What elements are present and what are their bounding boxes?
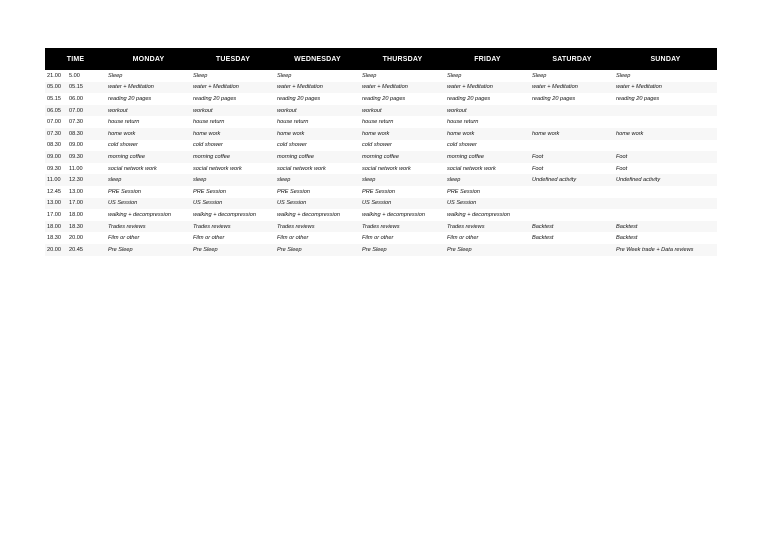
activity-cell-friday: walking + decompression [447, 211, 510, 218]
table-row [45, 128, 717, 140]
activity-cell-thursday: walking + decompression [362, 211, 425, 218]
activity-cell-monday: sleep [106, 174, 191, 186]
time-cell [45, 209, 106, 221]
activity-cell-monday: social network work [108, 165, 157, 172]
time-cell [45, 93, 106, 105]
time-end: 07.00 [69, 107, 83, 114]
time-end: 20.45 [69, 246, 83, 253]
activity-cell-friday: PRE Session [447, 188, 480, 195]
activity-cell-saturday: Foot [530, 151, 614, 163]
time-cell [45, 116, 106, 128]
activity-cell-friday: Sleep [447, 72, 462, 79]
time-end: 11.00 [69, 165, 83, 172]
activity-cell-sunday: Backtest [614, 221, 717, 233]
time-end: 18.30 [69, 223, 83, 230]
time-start: 12.45 [47, 188, 61, 195]
activity-cell-tuesday: Film or other [193, 235, 225, 242]
table-row [45, 244, 717, 256]
time-cell [45, 198, 106, 210]
activity-cell-tuesday: social network work [193, 165, 242, 172]
activity-cell-monday: Sleep [108, 72, 123, 79]
activity-cell-friday: home work [445, 128, 530, 140]
time-start: 07.00 [47, 119, 61, 126]
time-end: 18.00 [69, 211, 83, 218]
activity-cell-friday: reading 20 pages [447, 95, 491, 102]
activity-cell-tuesday: water + Meditation [191, 82, 275, 94]
activity-cell-thursday: reading 20 pages [362, 95, 406, 102]
activity-cell-tuesday: morning coffee [191, 151, 275, 163]
activity-cell-monday: house return [108, 119, 140, 126]
activity-cell-tuesday: PRE Session [193, 188, 226, 195]
activity-cell-tuesday: sleep [191, 174, 275, 186]
table-row [45, 186, 717, 198]
activity-cell-saturday: Undefined activity [530, 174, 614, 186]
activity-cell-thursday: Sleep [362, 72, 377, 79]
activity-cell-monday: water + Meditation [106, 82, 191, 94]
time-start: 11.00 [47, 177, 61, 184]
activity-cell-thursday: water + Meditation [360, 82, 445, 94]
time-end: 07.30 [69, 119, 83, 126]
activity-cell-thursday: cold shower [362, 142, 392, 149]
activity-cell-monday: morning coffee [106, 151, 191, 163]
time-end: 09.30 [69, 153, 83, 160]
activity-cell-wednesday: morning coffee [275, 151, 360, 163]
time-cell [45, 174, 106, 186]
activity-cell-tuesday: home work [191, 128, 275, 140]
time-cell [45, 128, 106, 140]
activity-cell-sunday: home work [614, 128, 717, 140]
table-row [45, 140, 717, 152]
activity-cell-monday: Pre Sleep [106, 244, 191, 256]
table-row [45, 70, 717, 82]
activity-cell-wednesday: workout [275, 105, 360, 117]
activity-cell-wednesday: reading 20 pages [277, 95, 321, 102]
activity-cell-sunday: Undefined activity [614, 174, 717, 186]
activity-cell-friday: Pre Sleep [445, 244, 530, 256]
activity-cell-tuesday: reading 20 pages [193, 95, 237, 102]
activity-cell-wednesday: home work [275, 128, 360, 140]
schedule-table [45, 48, 717, 256]
table-row [45, 198, 717, 210]
time-end: 17.00 [69, 200, 83, 207]
table-row [45, 174, 717, 186]
header-monday: MONDAY [132, 55, 165, 63]
time-end: 06.00 [69, 95, 83, 102]
activity-cell-wednesday: water + Meditation [275, 82, 360, 94]
activity-cell-friday: US Session [445, 198, 530, 210]
time-start: 18.30 [47, 235, 61, 242]
activity-cell-tuesday: Trades reviews [191, 221, 275, 233]
activity-cell-sunday: water + Meditation [614, 82, 717, 94]
activity-cell-wednesday: social network work [277, 165, 326, 172]
activity-cell-thursday: PRE Session [362, 188, 395, 195]
activity-cell-friday: water + Meditation [445, 82, 530, 94]
activity-cell-friday: Trades reviews [445, 221, 530, 233]
time-end: 20.00 [69, 235, 83, 242]
time-start: 13.00 [47, 200, 61, 207]
time-cell [45, 105, 106, 117]
activity-cell-saturday: Backtest [530, 221, 614, 233]
time-cell [45, 232, 106, 244]
activity-cell-saturday [530, 209, 614, 221]
time-start: 05.00 [47, 84, 61, 91]
time-cell [45, 163, 106, 175]
time-start: 08.30 [47, 142, 61, 149]
activity-cell-monday: home work [106, 128, 191, 140]
header-sunday: SUNDAY [650, 55, 681, 63]
time-start: 18.00 [47, 223, 61, 230]
time-cell [45, 151, 106, 163]
header-row [45, 48, 717, 70]
time-cell [45, 140, 106, 152]
activity-cell-thursday: morning coffee [360, 151, 445, 163]
schedule-body [45, 70, 717, 256]
activity-cell-thursday: Pre Sleep [360, 244, 445, 256]
table-row [45, 232, 717, 244]
activity-cell-wednesday: Sleep [277, 72, 292, 79]
activity-cell-saturday: Backtest [532, 235, 554, 242]
activity-cell-sunday: Pre Week trade + Data reviews [614, 244, 717, 256]
activity-cell-thursday: sleep [360, 174, 445, 186]
activity-cell-thursday: house return [362, 119, 394, 126]
time-end: 12.30 [69, 177, 83, 184]
header-tuesday: TUESDAY [215, 55, 251, 63]
header-time: TIME [66, 55, 85, 63]
header-saturday: SATURDAY [552, 55, 592, 63]
time-cell [45, 70, 106, 82]
activity-cell-friday: workout [445, 105, 530, 117]
activity-cell-saturday: home work [530, 128, 614, 140]
activity-cell-wednesday: sleep [275, 174, 360, 186]
activity-cell-thursday: Film or other [362, 235, 394, 242]
activity-cell-sunday: Foot [616, 165, 628, 172]
time-start: 21.00 [47, 72, 61, 79]
activity-cell-sunday [614, 105, 717, 117]
activity-cell-wednesday: house return [277, 119, 309, 126]
time-start: 05.15 [47, 95, 61, 102]
activity-cell-friday: morning coffee [445, 151, 530, 163]
time-start: 09.00 [47, 153, 61, 160]
activity-cell-tuesday: cold shower [193, 142, 223, 149]
activity-cell-thursday: social network work [362, 165, 411, 172]
activity-cell-wednesday: Film or other [277, 235, 309, 242]
activity-cell-wednesday: cold shower [277, 142, 307, 149]
header-friday: FRIDAY [474, 55, 501, 63]
activity-cell-thursday: workout [360, 105, 445, 117]
activity-cell-sunday [614, 198, 717, 210]
activity-cell-sunday: reading 20 pages [616, 95, 660, 102]
time-cell [45, 244, 106, 256]
table-row [45, 93, 717, 105]
time-start: 09.30 [47, 165, 61, 172]
header-thursday: THURSDAY [382, 55, 423, 63]
time-start: 17.00 [47, 211, 61, 218]
weekly-schedule [45, 48, 717, 256]
table-row [45, 105, 717, 117]
activity-cell-monday: Film or other [108, 235, 140, 242]
table-row [45, 209, 717, 221]
time-end: 09.00 [69, 142, 83, 149]
activity-cell-saturday: Foot [532, 165, 544, 172]
activity-cell-monday: walking + decompression [108, 211, 171, 218]
time-end: 13.00 [69, 188, 83, 195]
activity-cell-sunday [614, 209, 717, 221]
time-cell [45, 82, 106, 94]
activity-cell-saturday [530, 116, 614, 128]
activity-cell-sunday [614, 116, 717, 128]
activity-cell-friday: Film or other [447, 235, 479, 242]
activity-cell-sunday: Sleep [616, 72, 631, 79]
activity-cell-saturday [530, 140, 614, 152]
activity-cell-sunday: Foot [614, 151, 717, 163]
activity-cell-wednesday: Pre Sleep [275, 244, 360, 256]
activity-cell-friday: cold shower [447, 142, 477, 149]
activity-cell-friday: house return [447, 119, 479, 126]
table-row [45, 163, 717, 175]
activity-cell-wednesday: PRE Session [277, 188, 310, 195]
activity-cell-saturday: reading 20 pages [532, 95, 576, 102]
time-start: 06.05 [47, 107, 61, 114]
activity-cell-tuesday: Pre Sleep [191, 244, 275, 256]
time-end: 08.30 [69, 130, 83, 137]
activity-cell-sunday [614, 186, 717, 198]
activity-cell-thursday: US Session [360, 198, 445, 210]
activity-cell-monday: Trades reviews [106, 221, 191, 233]
time-end: 05.15 [69, 84, 83, 91]
activity-cell-saturday: water + Meditation [530, 82, 614, 94]
activity-cell-saturday [530, 244, 614, 256]
activity-cell-sunday: Backtest [616, 235, 638, 242]
table-row [45, 151, 717, 163]
activity-cell-wednesday: Trades reviews [275, 221, 360, 233]
activity-cell-saturday [530, 198, 614, 210]
activity-cell-monday: US Session [106, 198, 191, 210]
activity-cell-monday: cold shower [108, 142, 138, 149]
activity-cell-sunday [614, 140, 717, 152]
activity-cell-friday: social network work [447, 165, 496, 172]
time-end: 5.00 [69, 72, 80, 79]
activity-cell-tuesday: walking + decompression [193, 211, 256, 218]
activity-cell-saturday: Sleep [532, 72, 547, 79]
activity-cell-thursday: home work [360, 128, 445, 140]
header-wednesday: WEDNESDAY [294, 55, 341, 63]
activity-cell-friday: sleep [445, 174, 530, 186]
activity-cell-wednesday: US Session [275, 198, 360, 210]
activity-cell-tuesday: workout [191, 105, 275, 117]
time-cell [45, 221, 106, 233]
table-row [45, 82, 717, 94]
activity-cell-monday: reading 20 pages [108, 95, 152, 102]
activity-cell-wednesday: walking + decompression [277, 211, 340, 218]
activity-cell-saturday [530, 105, 614, 117]
table-row [45, 221, 717, 233]
activity-cell-thursday: Trades reviews [360, 221, 445, 233]
table-row [45, 116, 717, 128]
time-start: 07.30 [47, 130, 61, 137]
time-cell [45, 186, 106, 198]
activity-cell-tuesday: Sleep [193, 72, 208, 79]
activity-cell-tuesday: house return [193, 119, 225, 126]
activity-cell-monday: workout [106, 105, 191, 117]
activity-cell-saturday [530, 186, 614, 198]
time-start: 20.00 [47, 246, 61, 253]
activity-cell-tuesday: US Session [191, 198, 275, 210]
activity-cell-monday: PRE Session [108, 188, 141, 195]
